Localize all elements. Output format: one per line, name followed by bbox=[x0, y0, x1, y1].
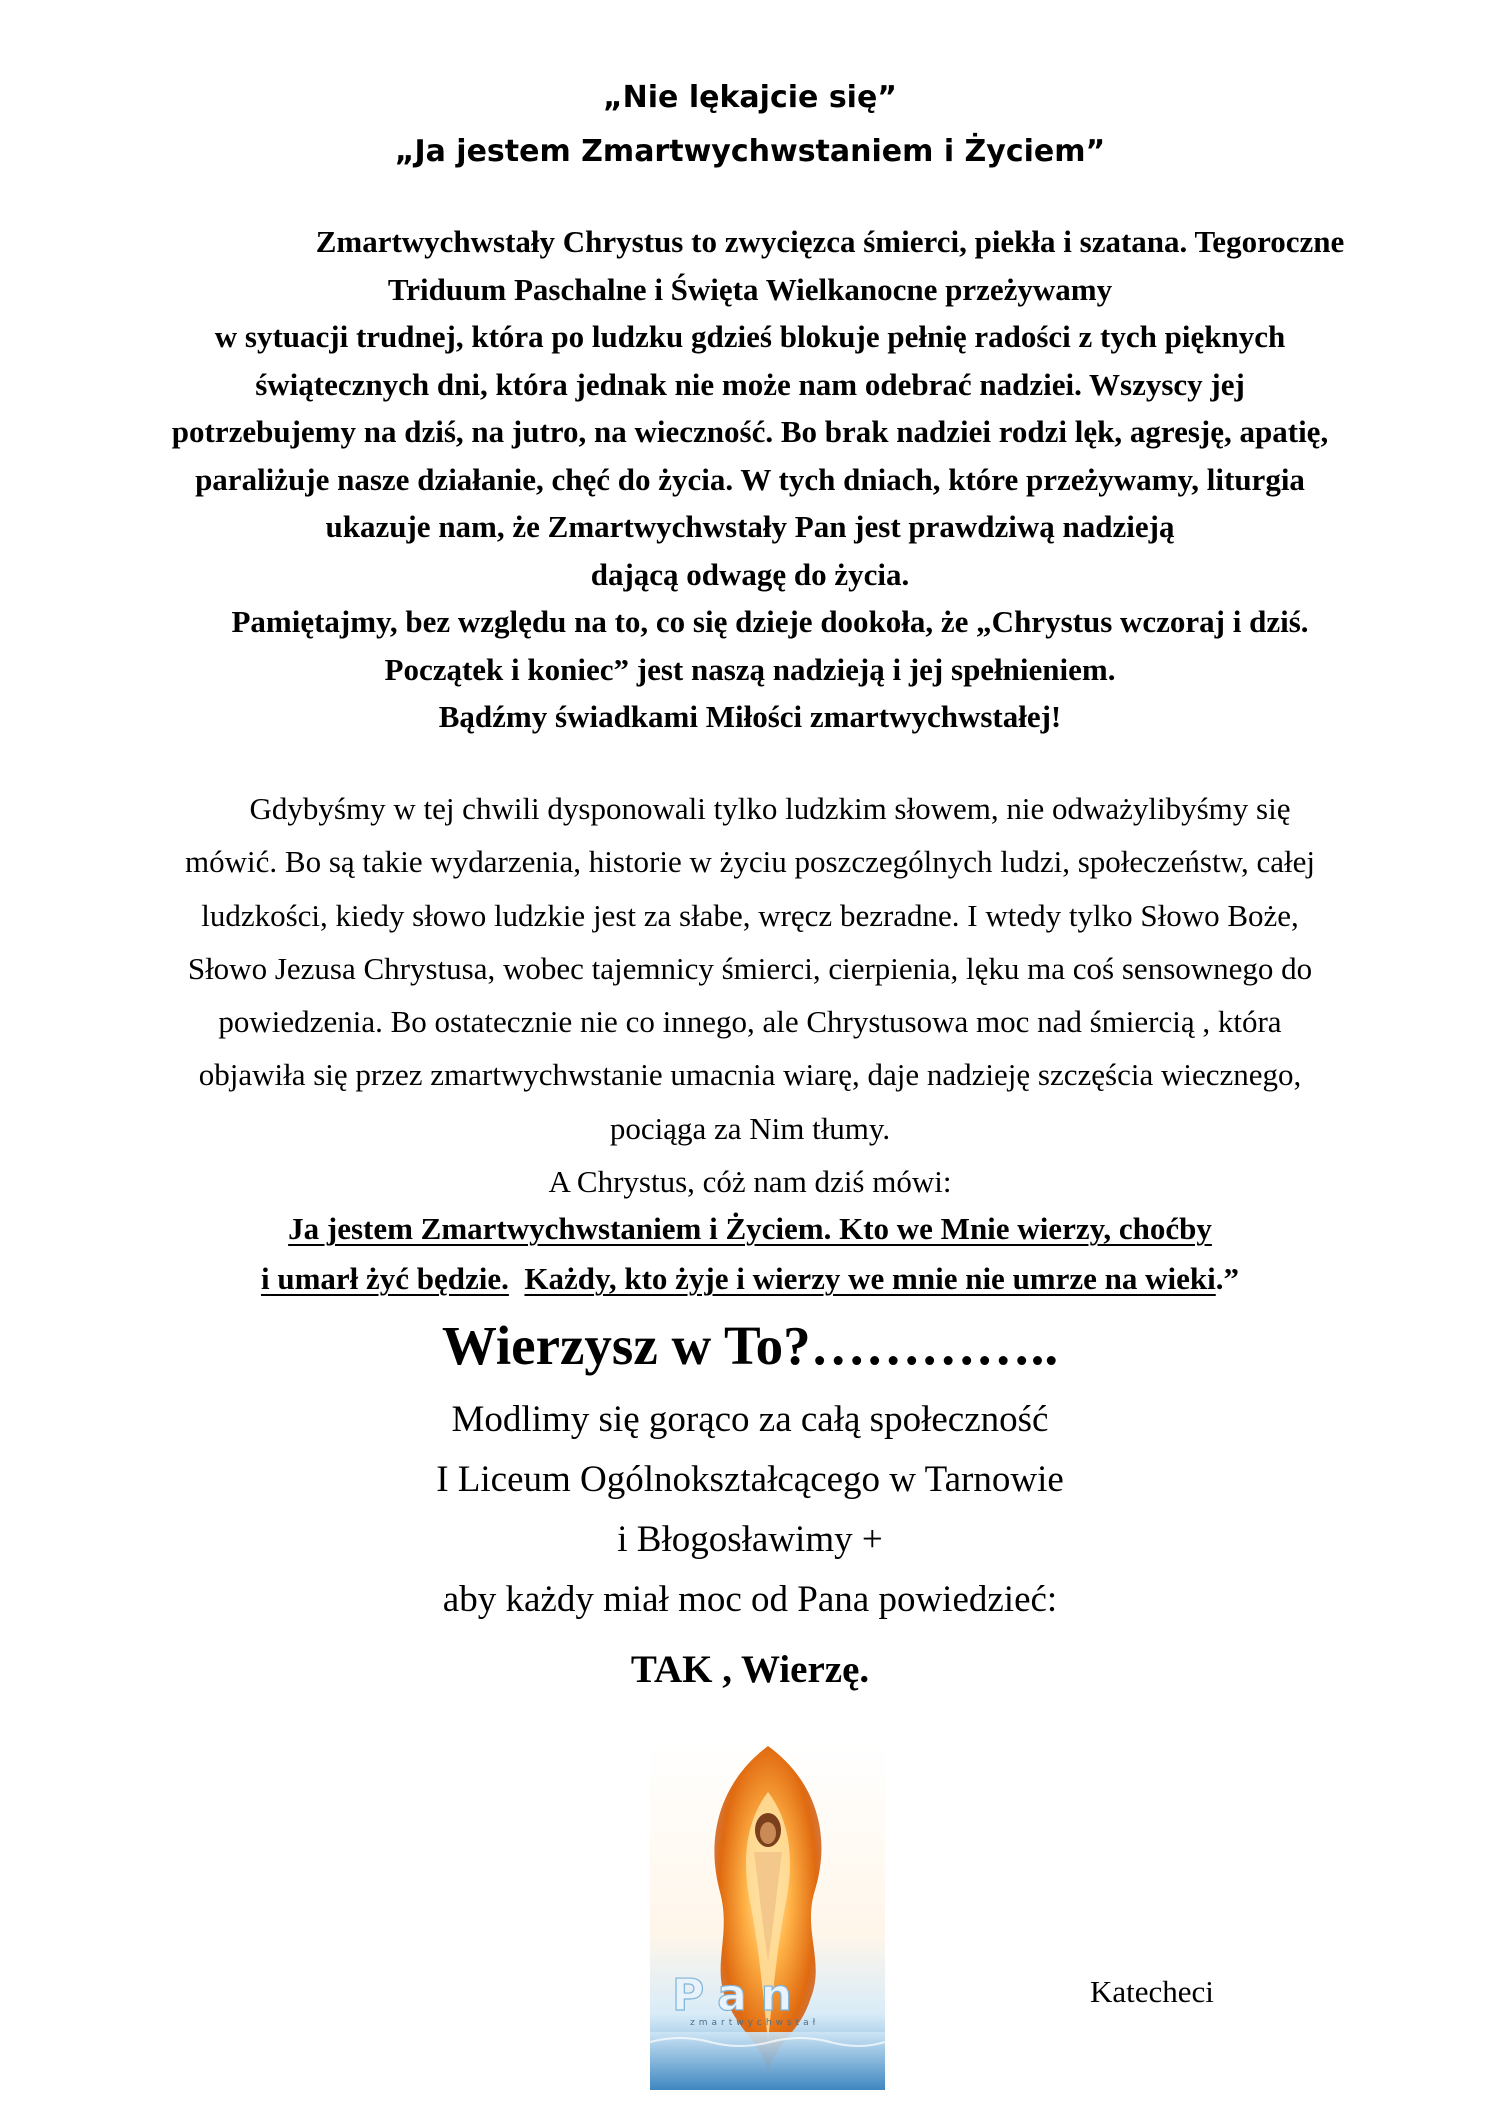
reflection-line: powiedzenia. Bo ostatecznie nie co innego, ale Chrystusowa moc nad śmiercią , która bbox=[218, 1004, 1282, 1040]
christ-face-highlight bbox=[760, 1822, 776, 1844]
title-line-2: „Ja jestem Zmartwychwstaniem i Życiem” bbox=[394, 134, 1106, 169]
intro-line: potrzebujemy na dziś, na jutro, na wieczność. Bo brak nadziei rodzi lęk, agresję, apatię, bbox=[171, 414, 1329, 449]
reflection-line: ludzkości, kiedy słowo ludzkie jest za słabe, wręcz bezradne. I wtedy tylko Słowo Boże, bbox=[201, 897, 1299, 933]
question-heading: Wierzysz w To?………….. bbox=[441, 1315, 1059, 1376]
poster-title: Pan bbox=[672, 1970, 807, 2021]
quote-text: Każdy, kto żyje i wierzy we mnie nie umrze na wieki bbox=[524, 1261, 1216, 1296]
water-surface bbox=[650, 2032, 885, 2090]
reflection-line: objawiła się przez zmartwychwstanie umacnia wiarę, daje nadzieję szczęścia wiecznego, bbox=[198, 1057, 1302, 1093]
intro-line: ukazuje nam, że Zmartwychwstały Pan jest prawdziwą nadzieją bbox=[325, 509, 1175, 544]
scripture-quote-line-1 bbox=[60, 1206, 1440, 1252]
quote-text: Ja jestem Zmartwychwstaniem i Życiem. Kto we Mnie wierzy, choćby bbox=[288, 1211, 1212, 1246]
intro-line: Pamiętajmy, bez względu na to, co się dzieje dookoła, że „Chrystus wczoraj i dziś. bbox=[231, 604, 1309, 639]
prayer-line: aby każdy miał moc od Pana powiedzieć: bbox=[442, 1579, 1058, 1620]
reflection-line: mówić. Bo są takie wydarzenia, historie w życiu poszczególnych ludzi, społeczeństw, całej bbox=[185, 844, 1315, 880]
intro-line: Bądźmy świadkami Miłości zmartwychwstałej! bbox=[438, 699, 1062, 734]
closing-statement: TAK , Wierzę. bbox=[630, 1648, 870, 1691]
reflection-paragraph bbox=[60, 782, 1440, 1208]
quote-end: .” bbox=[1215, 1261, 1240, 1296]
signature: Katecheci bbox=[1090, 1974, 1214, 2009]
intro-line: świątecznych dni, która jednak nie może nam odebrać nadziei. Wszyscy jej bbox=[255, 366, 1245, 402]
intro-line: Triduum Paschalne i Święta Wielkanocne przeżywamy bbox=[387, 271, 1113, 307]
poster-subtitle: zmartwychwstał bbox=[690, 2018, 820, 2028]
title-line-1: „Nie lękajcie się” bbox=[602, 80, 898, 115]
intro-line: dającą odwagę do życia. bbox=[590, 556, 910, 592]
resurrection-poster-image bbox=[650, 1742, 885, 2090]
intro-line: Początek i koniec” jest naszą nadzieją i jej spełnieniem. bbox=[384, 651, 1116, 687]
prayer-block bbox=[0, 1390, 1500, 1630]
quote-text: i umarł żyć będzie. bbox=[260, 1261, 509, 1296]
reflection-line: Gdybyśmy w tej chwili dysponowali tylko ludzkim słowem, nie odważylibyśmy się bbox=[249, 791, 1291, 826]
prayer-line: Modlimy się gorąco za całą społeczność bbox=[451, 1399, 1049, 1440]
intro-line: Zmartwychwstały Chrystus to zwycięzca śmierci, piekła i szatana. Tegoroczne bbox=[315, 224, 1345, 259]
intro-line: paraliżuje nasze działanie, chęć do życia. W tych dniach, które przeżywamy, liturgia bbox=[195, 461, 1305, 497]
reflection-line: Słowo Jezusa Chrystusa, wobec tajemnicy śmierci, cierpienia, lęku ma coś sensownego do bbox=[187, 950, 1313, 986]
prayer-line: i Błogosławimy + bbox=[617, 1519, 883, 1560]
prayer-line: I Liceum Ogólnokształcącego w Tarnowie bbox=[436, 1459, 1064, 1500]
intro-line: w sytuacji trudnej, która po ludzku gdzieś blokuje pełnię radości z tych pięknych bbox=[214, 319, 1286, 354]
reflection-line: A Chrystus, cóż nam dziś mówi: bbox=[548, 1164, 952, 1200]
scripture-quote-line-2 bbox=[60, 1256, 1440, 1302]
intro-paragraph bbox=[60, 218, 1440, 741]
reflection-line: pociąga za Nim tłumy. bbox=[609, 1110, 891, 1146]
